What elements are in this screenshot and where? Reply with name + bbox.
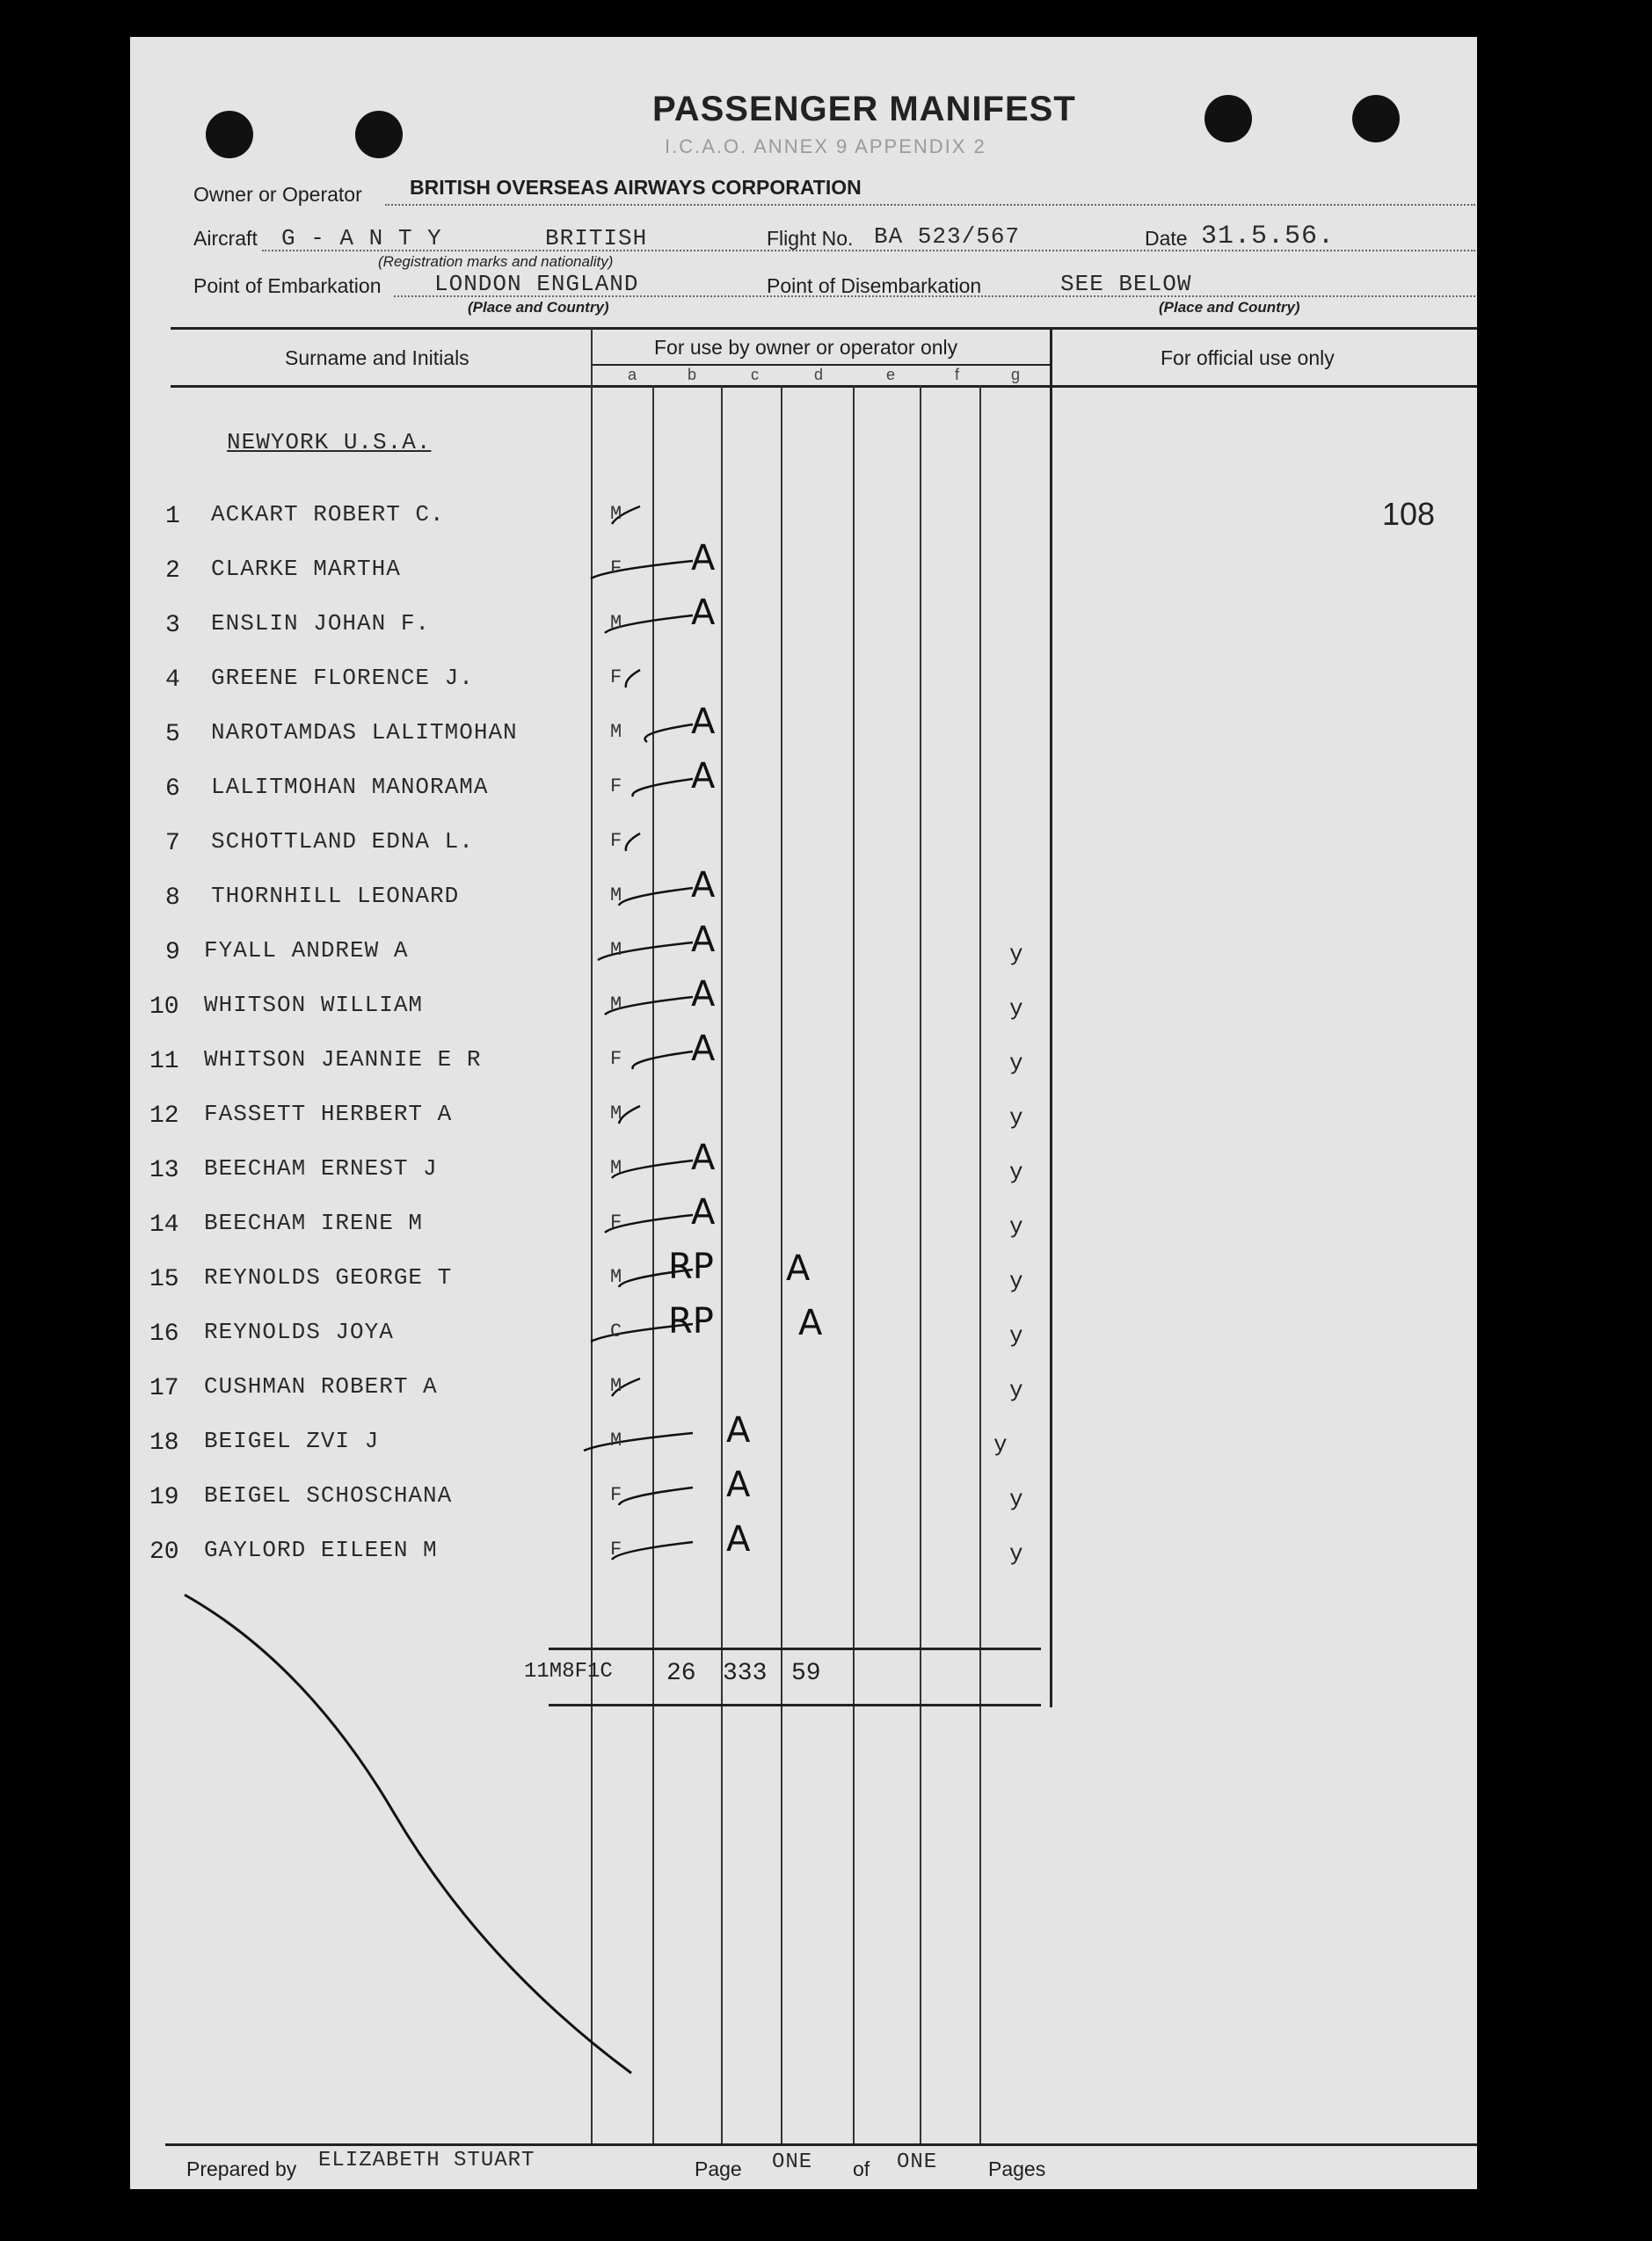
- passenger-sex: C: [610, 1321, 622, 1342]
- mark-b: A: [691, 974, 716, 1015]
- row-number: 20: [149, 1539, 179, 1566]
- row-number: 6: [165, 775, 180, 803]
- passenger-sex: F: [610, 1484, 622, 1506]
- connector-stroke: [633, 779, 693, 797]
- owner-value: BRITISH OVERSEAS AIRWAYS CORPORATION: [410, 176, 862, 199]
- mark-b: A: [691, 756, 716, 797]
- passenger-name: CUSHMAN ROBERT A: [204, 1373, 438, 1400]
- passenger-sex: F: [610, 1211, 622, 1233]
- passenger-name: BEIGEL ZVI J: [204, 1428, 380, 1454]
- aircraft-reg: G - A N T Y: [281, 225, 442, 251]
- mark-b: A: [726, 1465, 751, 1505]
- embark-label: Point of Embarkation: [193, 274, 382, 297]
- row-number: 5: [165, 721, 180, 748]
- passenger-sex: M: [610, 1430, 622, 1452]
- row-number: 11: [149, 1048, 179, 1075]
- passenger-name: SCHOTTLAND EDNA L.: [211, 828, 474, 855]
- row-number: 17: [149, 1375, 179, 1402]
- check-y: y: [1009, 1540, 1023, 1567]
- check-y: y: [1009, 1268, 1023, 1294]
- disembark-label: Point of Disembarkation: [767, 274, 982, 297]
- manifest-sheet: [130, 37, 1477, 2189]
- passenger-name: ENSLIN JOHAN F.: [211, 610, 431, 637]
- mark-b: A: [726, 1410, 751, 1451]
- connector-stroke: [612, 1542, 693, 1560]
- check-y: y: [1009, 1486, 1023, 1512]
- check-y: y: [1009, 995, 1023, 1022]
- connector-stroke: [619, 1106, 640, 1124]
- passenger-sex: F: [610, 775, 622, 797]
- connector-stroke: [619, 1488, 693, 1505]
- mark-c: A: [786, 1248, 811, 1289]
- subcol-label: b: [688, 366, 697, 383]
- connector-stroke: [633, 1051, 693, 1069]
- passenger-sex: F: [610, 666, 622, 688]
- totals-top-rule: [549, 1648, 1041, 1650]
- passenger-sex: M: [610, 612, 622, 634]
- page-subtitle: I.C.A.O. ANNEX 9 APPENDIX 2: [665, 135, 986, 157]
- check-y: y: [1009, 1050, 1023, 1076]
- check-y: y: [1009, 1322, 1023, 1349]
- check-y: y: [1009, 941, 1023, 967]
- connector-stroke: [612, 1161, 693, 1178]
- mark-b: A: [691, 1138, 716, 1178]
- passenger-name: GREENE FLORENCE J.: [211, 665, 474, 691]
- flight-value: BA 523/567: [874, 223, 1021, 250]
- row-number: 18: [149, 1430, 179, 1457]
- passenger-sex: M: [610, 993, 622, 1015]
- connector-stroke: [584, 1433, 693, 1451]
- passenger-sex: M: [610, 1266, 622, 1288]
- row-number: 14: [149, 1211, 179, 1239]
- total-b: 26: [666, 1660, 696, 1687]
- total-a: 11M8F1C: [524, 1660, 613, 1684]
- mark-b: A: [691, 1192, 716, 1233]
- of-label: of: [853, 2157, 870, 2180]
- passenger-name: LALITMOHAN MANORAMA: [211, 774, 489, 800]
- disembark-value: SEE BELOW: [1060, 271, 1192, 297]
- passenger-name: FASSETT HERBERT A: [204, 1101, 453, 1127]
- row-number: 10: [149, 993, 179, 1021]
- mark-b: A: [691, 1029, 716, 1069]
- disembark-note: (Place and Country): [1159, 299, 1300, 316]
- row-number: 1: [165, 503, 180, 530]
- mark-b: RP: [668, 1247, 714, 1287]
- passenger-sex: M: [610, 721, 622, 743]
- col-surname-header: Surname and Initials: [285, 346, 469, 369]
- prepared-value: ELIZABETH STUART: [318, 2149, 535, 2172]
- passenger-sex: M: [610, 1375, 622, 1397]
- passenger-name: WHITSON WILLIAM: [204, 992, 424, 1018]
- aircraft-label: Aircraft: [193, 227, 258, 250]
- row-number: 12: [149, 1102, 179, 1130]
- subcol-label: d: [814, 366, 824, 383]
- prepared-label: Prepared by: [186, 2157, 297, 2180]
- aircraft-note: (Registration marks and nationality): [378, 253, 614, 270]
- pages-label: Pages: [988, 2157, 1046, 2180]
- subcol-label: f: [955, 366, 960, 383]
- passenger-sex: F: [610, 1048, 622, 1070]
- passenger-name: GAYLORD EILEEN M: [204, 1537, 438, 1563]
- page-label: Page: [695, 2157, 742, 2180]
- connector-stroke: [626, 670, 640, 688]
- mark-b: RP: [668, 1301, 714, 1342]
- connector-stroke: [626, 833, 640, 851]
- subcol-label: c: [751, 366, 759, 383]
- mark-c: A: [798, 1303, 823, 1343]
- subcol-label: e: [886, 366, 896, 383]
- page-value: ONE: [772, 2150, 813, 2174]
- row-number: 3: [165, 612, 180, 639]
- passenger-sex: M: [610, 939, 622, 961]
- official-count: 108: [1382, 496, 1436, 532]
- aircraft-nationality: BRITISH: [545, 225, 648, 251]
- passenger-sex: F: [610, 1539, 622, 1561]
- row-number: 2: [165, 557, 180, 585]
- destination-heading: NEWYORK U.S.A.: [227, 429, 432, 455]
- check-y: y: [1009, 1377, 1023, 1403]
- passenger-name: BEIGEL SCHOSCHANA: [204, 1482, 453, 1509]
- mark-b: A: [691, 920, 716, 960]
- subcol-label: a: [628, 366, 637, 383]
- subcol-label: g: [1011, 366, 1021, 383]
- passenger-name: CLARKE MARTHA: [211, 556, 401, 582]
- passenger-name: FYALL ANDREW A: [204, 937, 409, 964]
- row-number: 16: [149, 1321, 179, 1348]
- check-y: y: [1009, 1213, 1023, 1240]
- connector-stroke: [591, 561, 693, 578]
- mark-b: A: [691, 702, 716, 742]
- col-official-header: For official use only: [1161, 346, 1335, 369]
- check-y: y: [1009, 1159, 1023, 1185]
- mark-b: A: [691, 593, 716, 633]
- mark-b: A: [691, 538, 716, 578]
- date-label: Date: [1145, 227, 1188, 250]
- flight-label: Flight No.: [767, 227, 854, 250]
- embark-value: LONDON ENGLAND: [434, 271, 639, 297]
- row-number: 19: [149, 1484, 179, 1511]
- passenger-sex: M: [610, 1157, 622, 1179]
- passenger-name: BEECHAM ERNEST J: [204, 1155, 438, 1182]
- check-y: y: [993, 1431, 1008, 1458]
- passenger-name: REYNOLDS GEORGE T: [204, 1264, 453, 1291]
- connector-stroke: [645, 724, 693, 742]
- passenger-sex: F: [610, 830, 622, 852]
- of-value: ONE: [897, 2150, 938, 2174]
- passenger-sex: F: [610, 557, 622, 579]
- embark-note: (Place and Country): [468, 299, 609, 316]
- passenger-name: WHITSON JEANNIE E R: [204, 1046, 482, 1073]
- col-owner-header: For use by owner or operator only: [654, 336, 958, 359]
- passenger-sex: M: [610, 503, 622, 525]
- row-number: 8: [165, 884, 180, 912]
- totals-bottom-rule: [549, 1704, 1041, 1706]
- connector-stroke: [619, 888, 693, 906]
- footer-rule: [165, 2143, 1477, 2146]
- row-number: 4: [165, 666, 180, 694]
- row-number: 7: [165, 830, 180, 857]
- mark-b: A: [691, 865, 716, 906]
- passenger-name: REYNOLDS JOYA: [204, 1319, 394, 1345]
- passenger-name: THORNHILL LEONARD: [211, 883, 460, 909]
- passenger-sex: M: [610, 1102, 622, 1124]
- passenger-sex: M: [610, 884, 622, 906]
- row-number: 9: [165, 939, 180, 966]
- owner-label: Owner or Operator: [193, 183, 362, 206]
- check-y: y: [1009, 1104, 1023, 1131]
- page-title: PASSENGER MANIFEST: [652, 90, 1076, 128]
- row-number: 15: [149, 1266, 179, 1293]
- total-d: 59: [791, 1660, 821, 1687]
- passenger-name: NAROTAMDAS LALITMOHAN: [211, 719, 518, 746]
- mark-b: A: [726, 1519, 751, 1560]
- row-number: 13: [149, 1157, 179, 1184]
- date-value: 31.5.56.: [1201, 222, 1335, 251]
- total-c: 333: [723, 1660, 768, 1687]
- passenger-name: BEECHAM IRENE M: [204, 1210, 424, 1236]
- passenger-name: ACKART ROBERT C.: [211, 501, 445, 528]
